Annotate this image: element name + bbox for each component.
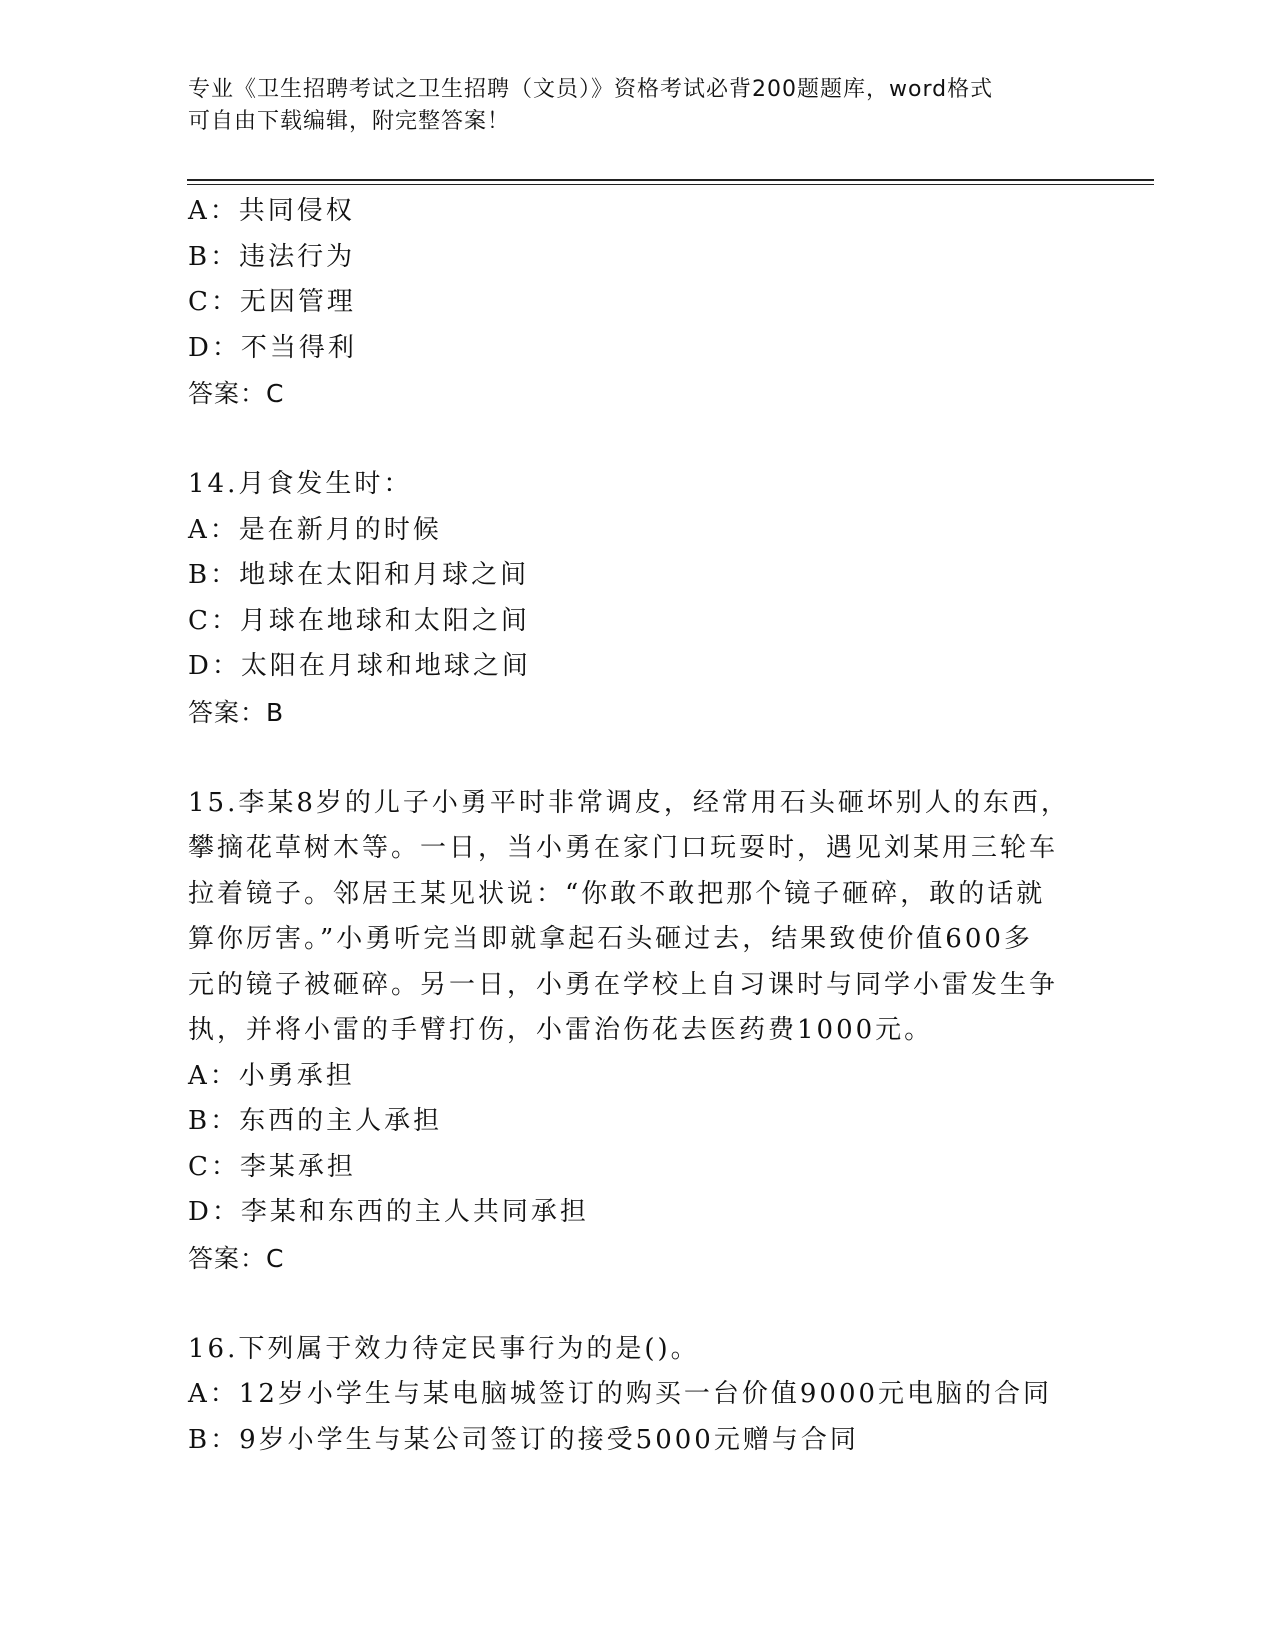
q15-answer: 答案：C <box>188 1243 285 1273</box>
q13-option-d: D：不当得利 <box>188 332 357 363</box>
spacer <box>188 417 1088 463</box>
spacer <box>188 1281 1088 1327</box>
q13-option-a: A：共同侵权 <box>188 196 355 226</box>
q16-option-b: B：9岁小学生与某公司签订的接受5000元赠与合同 <box>188 1424 859 1455</box>
q16-question: 16.下列属于效力待定民事行为的是()。 <box>188 1333 700 1364</box>
q15-option-b: B：东西的主人承担 <box>188 1106 443 1136</box>
q14-option-c: C：月球在地球和太阳之间 <box>188 605 530 636</box>
header-line-2: 可自由下载编辑，附完整答案！ <box>188 109 511 134</box>
q16-option-a: A：12岁小学生与某电脑城签订的购买一台价值9000元电脑的合同 <box>188 1379 1053 1409</box>
q15-question-line: 攀摘花草树木等。一日，当小勇在家门口玩耍时，遇见刘某用三轮车 <box>188 833 1059 863</box>
q13-answer: 答案：C <box>188 379 285 408</box>
header-rule-thin <box>187 184 1154 185</box>
q14-option-d: D：太阳在月球和地球之间 <box>188 651 531 681</box>
q13-option-b: B：违法行为 <box>188 241 356 272</box>
header-rule-thick <box>187 179 1154 181</box>
q14-option-b: B：地球在太阳和月球之间 <box>188 560 530 590</box>
q15-question-line: 拉着镜子。邻居王某见状说：“你敢不敢把那个镜子砸碎，敢的话就 <box>188 878 1046 909</box>
header-line-1: 专业《卫生招聘考试之卫生招聘（文员）》资格考试必背200题题库，word格式 <box>188 77 994 102</box>
q15-question-line: 执，并将小雷的手臂打伤，小雷治伤花去医药费1000元。 <box>188 1015 934 1045</box>
q15-question-line: 元的镜子被砸碎。另一日，小勇在学校上自习课时与同学小雷发生争 <box>188 969 1059 1000</box>
q13-option-c: C：无因管理 <box>188 287 356 317</box>
q15-question <box>188 781 1070 1054</box>
q15-option-a: A：小勇承担 <box>188 1060 355 1091</box>
q15-option-c: C：李某承担 <box>188 1151 356 1182</box>
q15-option-d: D：李某和东西的主人共同承担 <box>188 1197 589 1227</box>
document-body <box>188 189 1088 1463</box>
document-header <box>188 74 1068 138</box>
q15-question-line: 算你厉害。”小勇听完当即就拿起石头砸过去，结果致使价值600多 <box>188 924 1033 954</box>
q14-option-a: A：是在新月的时候 <box>188 514 442 545</box>
spacer <box>188 735 1088 781</box>
q14-answer: 答案：B <box>188 697 285 727</box>
q15-question-line: 15.李某8岁的儿子小勇平时非常调皮，经常用石头砸坏别人的东西， <box>188 787 1070 818</box>
q14-question: 14.月食发生时： <box>188 469 413 499</box>
